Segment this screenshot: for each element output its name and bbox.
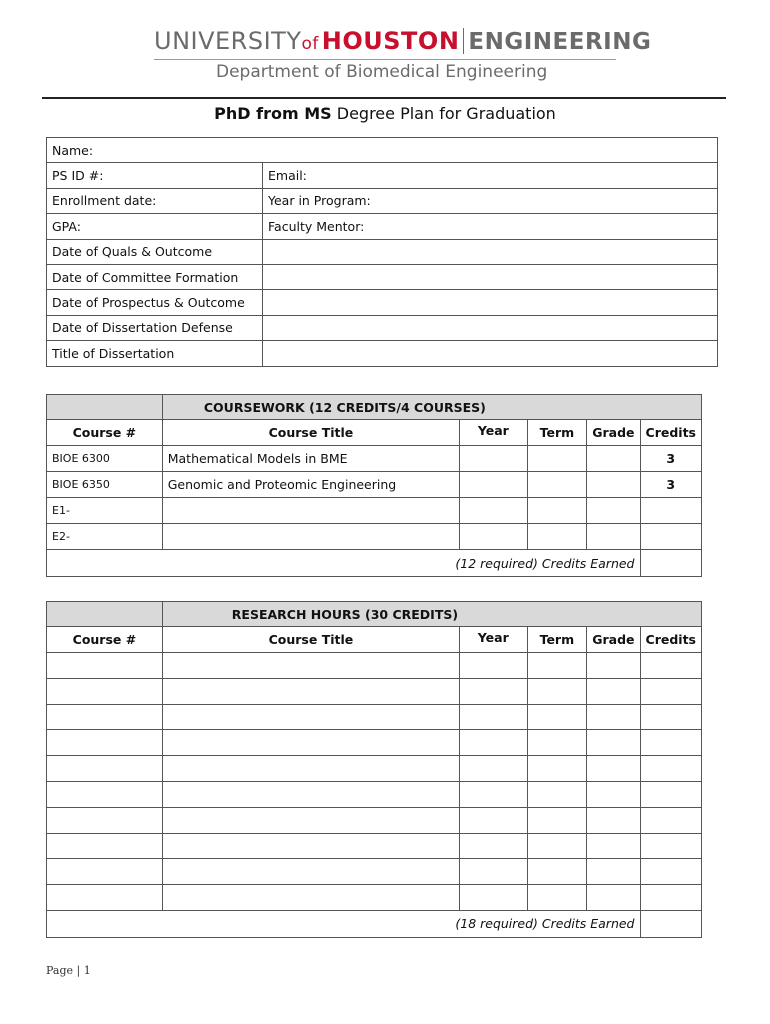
coursework-table (46, 394, 702, 577)
info-row (47, 138, 718, 163)
research-rows (47, 653, 702, 911)
course-title[interactable] (162, 704, 459, 730)
course-number[interactable] (47, 807, 163, 833)
logo-houston: HOUSTON (321, 27, 460, 55)
term-cell[interactable] (527, 781, 587, 807)
info-row (47, 341, 718, 366)
year-cell[interactable] (460, 730, 527, 756)
page-number: Page | 1 (46, 964, 91, 977)
year-cell[interactable] (460, 498, 527, 524)
year-cell[interactable] (460, 859, 527, 885)
coursework-banner: COURSEWORK (12 CREDITS/4 COURSES) (162, 395, 527, 420)
course-title[interactable] (162, 653, 459, 679)
course-title[interactable]: Genomic and Proteomic Engineering (162, 472, 459, 498)
header-course-title: Course Title (162, 420, 459, 446)
course-number[interactable] (47, 678, 163, 704)
credits-earned-row (47, 550, 702, 577)
term-cell[interactable] (527, 472, 587, 498)
title-rest: Degree Plan for Graduation (331, 104, 556, 123)
credits-cell[interactable] (640, 859, 702, 885)
credits-earned-total[interactable] (640, 910, 702, 937)
year-cell[interactable] (460, 807, 527, 833)
credits-earned-label: (18 required) Credits Earned (47, 910, 641, 937)
info-row (47, 188, 718, 213)
year-cell[interactable] (460, 446, 527, 472)
header-term: Term (527, 627, 587, 653)
year-cell[interactable] (460, 704, 527, 730)
dissertation-title-input[interactable] (263, 341, 718, 366)
table-row (47, 704, 702, 730)
table-row (47, 653, 702, 679)
info-row (47, 214, 718, 239)
grade-cell[interactable] (587, 730, 640, 756)
table-row (47, 807, 702, 833)
table-row (47, 885, 702, 911)
course-number[interactable] (47, 756, 163, 782)
credits-cell[interactable]: 3 (640, 446, 702, 472)
banner-spacer (527, 395, 701, 420)
title-bold: PhD from MS (214, 104, 332, 123)
grade-cell[interactable] (587, 807, 640, 833)
course-number[interactable] (47, 704, 163, 730)
credits-cell[interactable] (640, 653, 702, 679)
term-cell[interactable] (527, 653, 587, 679)
credits-cell[interactable] (640, 704, 702, 730)
defense-input[interactable] (263, 315, 718, 340)
credits-cell[interactable] (640, 807, 702, 833)
grade-cell[interactable] (587, 678, 640, 704)
term-cell[interactable] (527, 446, 587, 472)
year-cell[interactable] (460, 833, 527, 859)
credits-cell[interactable] (640, 730, 702, 756)
grade-cell[interactable] (587, 885, 640, 911)
research-header-row (47, 627, 702, 653)
term-cell[interactable] (527, 704, 587, 730)
table-row (47, 833, 702, 859)
year-cell[interactable] (460, 781, 527, 807)
header-grade: Grade (587, 627, 640, 653)
research-banner-row (47, 602, 702, 627)
term-cell[interactable] (527, 730, 587, 756)
grade-cell[interactable] (587, 472, 640, 498)
course-number[interactable] (47, 781, 163, 807)
table-row (47, 730, 702, 756)
year-cell[interactable] (460, 524, 527, 550)
document-title (0, 104, 770, 123)
info-row (47, 315, 718, 340)
course-title[interactable] (162, 885, 459, 911)
research-hours-table (46, 601, 702, 938)
credits-cell[interactable] (640, 885, 702, 911)
info-row (47, 239, 718, 264)
header-term: Term (527, 420, 587, 446)
course-number[interactable] (47, 730, 163, 756)
table-row (47, 524, 702, 550)
table-row (47, 498, 702, 524)
info-row (47, 163, 718, 188)
grade-cell[interactable] (587, 498, 640, 524)
credits-cell[interactable] (640, 781, 702, 807)
credits-cell[interactable] (640, 524, 702, 550)
term-cell[interactable] (527, 498, 587, 524)
year-cell[interactable] (460, 756, 527, 782)
info-row (47, 290, 718, 315)
credits-earned-row (47, 910, 702, 937)
quals-input[interactable] (263, 239, 718, 264)
logo-engineering: ENGINEERING (468, 29, 652, 55)
course-title[interactable] (162, 756, 459, 782)
header-year: Year (460, 627, 527, 653)
grade-cell[interactable] (587, 446, 640, 472)
student-info-table (46, 137, 718, 367)
grade-cell[interactable] (587, 756, 640, 782)
course-title[interactable]: Mathematical Models in BME (162, 446, 459, 472)
table-row (47, 756, 702, 782)
email-field[interactable]: Email: (263, 163, 718, 188)
term-cell[interactable] (527, 678, 587, 704)
course-number[interactable] (47, 653, 163, 679)
course-number[interactable]: BIOE 6300 (47, 446, 163, 472)
course-number[interactable]: E2- (47, 524, 163, 550)
course-title[interactable] (162, 498, 459, 524)
credits-cell[interactable]: 3 (640, 472, 702, 498)
grade-cell[interactable] (587, 859, 640, 885)
logo-wordmark (154, 26, 651, 59)
gpa-field[interactable]: GPA: (47, 214, 263, 239)
info-row (47, 264, 718, 289)
logo-of: of (301, 34, 319, 54)
term-cell[interactable] (527, 833, 587, 859)
banner-spacer (47, 395, 163, 420)
header-divider (42, 97, 726, 99)
coursework-header-row (47, 420, 702, 446)
prospectus-input[interactable] (263, 290, 718, 315)
table-row (47, 678, 702, 704)
course-title[interactable] (162, 807, 459, 833)
department-name: Department of Biomedical Engineering (216, 62, 548, 82)
year-cell[interactable] (460, 653, 527, 679)
credits-earned-total[interactable] (640, 550, 702, 577)
header-credits: Credits (640, 420, 702, 446)
course-number[interactable]: E1- (47, 498, 163, 524)
year-cell[interactable] (460, 885, 527, 911)
year-in-program-field[interactable]: Year in Program: (263, 188, 718, 213)
defense-label: Date of Dissertation Defense (47, 315, 263, 340)
header-course-number: Course # (47, 420, 163, 446)
course-title[interactable] (162, 678, 459, 704)
name-field[interactable]: Name: (47, 138, 718, 163)
university-logo (154, 26, 652, 88)
table-row (47, 781, 702, 807)
year-cell[interactable] (460, 472, 527, 498)
term-cell[interactable] (527, 524, 587, 550)
logo-university: UNIVERSITY (154, 27, 302, 55)
table-row (47, 472, 702, 498)
course-title[interactable] (162, 833, 459, 859)
header-grade: Grade (587, 420, 640, 446)
course-title[interactable] (162, 859, 459, 885)
course-title[interactable] (162, 781, 459, 807)
enrollment-date-field[interactable]: Enrollment date: (47, 188, 263, 213)
credits-earned-label: (12 required) Credits Earned (47, 550, 641, 577)
year-cell[interactable] (460, 678, 527, 704)
header-year: Year (460, 420, 527, 446)
grade-cell[interactable] (587, 653, 640, 679)
table-row (47, 446, 702, 472)
header-credits: Credits (640, 627, 702, 653)
logo-separator (463, 28, 464, 54)
dissertation-title-label: Title of Dissertation (47, 341, 263, 366)
term-cell[interactable] (527, 859, 587, 885)
term-cell[interactable] (527, 885, 587, 911)
grade-cell[interactable] (587, 524, 640, 550)
credits-cell[interactable] (640, 678, 702, 704)
course-title[interactable] (162, 524, 459, 550)
header-course-title: Course Title (162, 627, 459, 653)
banner-spacer (527, 602, 702, 627)
table-row (47, 859, 702, 885)
term-cell[interactable] (527, 807, 587, 833)
credits-cell[interactable] (640, 498, 702, 524)
grade-cell[interactable] (587, 833, 640, 859)
grade-cell[interactable] (587, 781, 640, 807)
research-banner: RESEARCH HOURS (30 CREDITS) (162, 602, 527, 627)
course-number[interactable] (47, 885, 163, 911)
header-course-number: Course # (47, 627, 163, 653)
coursework-banner-row (47, 395, 702, 420)
banner-spacer (47, 602, 163, 627)
quals-label: Date of Quals & Outcome (47, 239, 263, 264)
committee-input[interactable] (263, 264, 718, 289)
logo-rule (154, 59, 616, 60)
course-number[interactable] (47, 859, 163, 885)
committee-label: Date of Committee Formation (47, 264, 263, 289)
ps-id-field[interactable]: PS ID #: (47, 163, 263, 188)
credits-cell[interactable] (640, 833, 702, 859)
faculty-mentor-field[interactable]: Faculty Mentor: (263, 214, 718, 239)
grade-cell[interactable] (587, 704, 640, 730)
term-cell[interactable] (527, 756, 587, 782)
course-number[interactable]: BIOE 6350 (47, 472, 163, 498)
credits-cell[interactable] (640, 756, 702, 782)
course-number[interactable] (47, 833, 163, 859)
prospectus-label: Date of Prospectus & Outcome (47, 290, 263, 315)
course-title[interactable] (162, 730, 459, 756)
